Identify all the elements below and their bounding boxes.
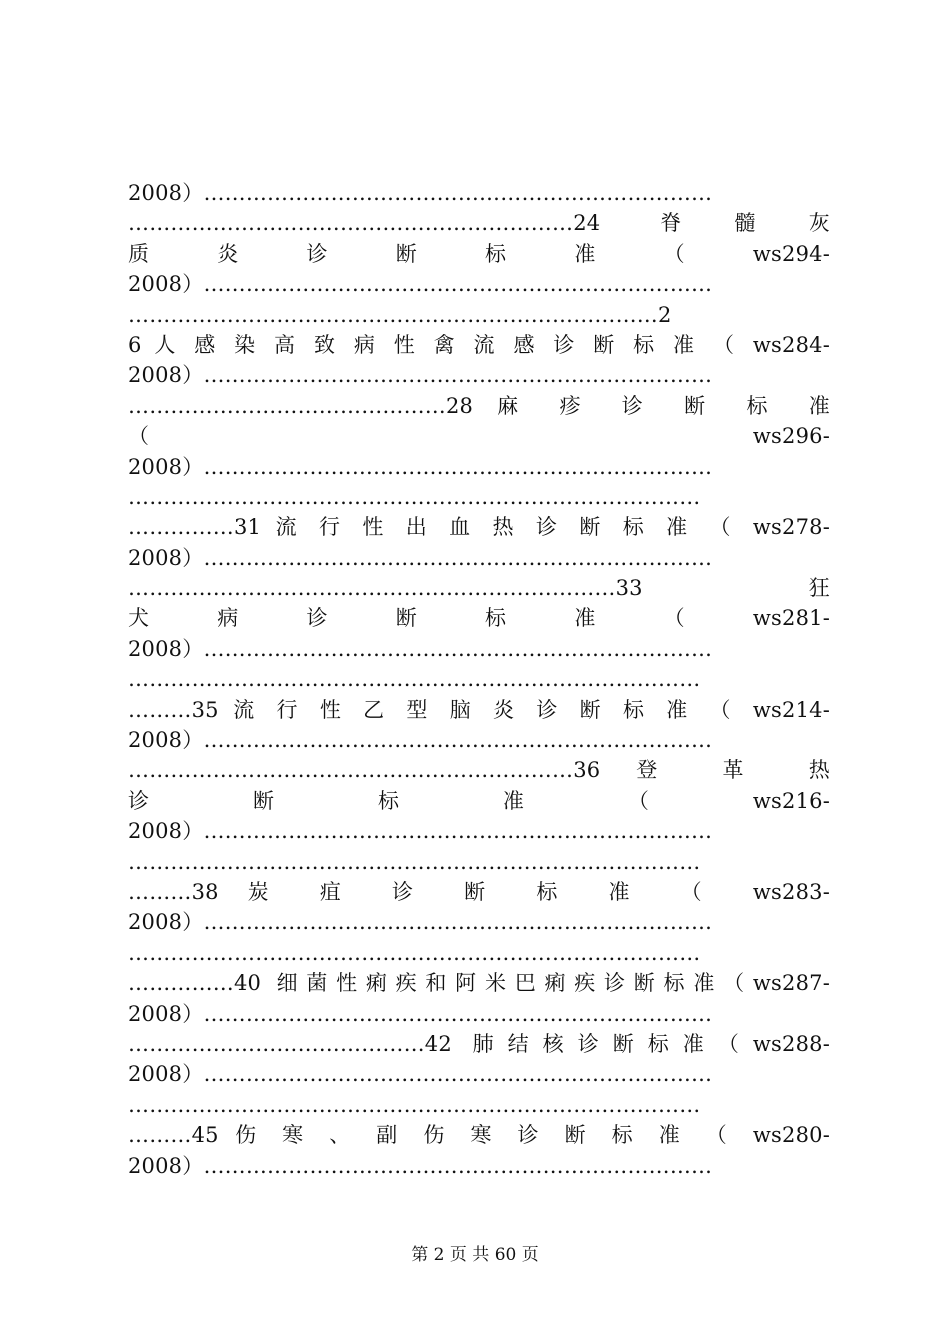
toc-line: 2008）……………………………………………………………… xyxy=(128,636,713,661)
toc-line: ……………………………………………………………33 狂 xyxy=(128,576,830,601)
toc-line: ……………………………………………………………………… xyxy=(128,484,701,509)
toc-line: 6 人 感 染 高 致 病 性 禽 流 感 诊 断 标 准 （ ws284- xyxy=(128,332,830,357)
toc-line: ……………………………………………………………………… xyxy=(128,667,701,692)
toc-line: ……………31 流 行 性 出 血 热 诊 断 标 准 （ ws278- xyxy=(128,515,830,540)
toc-line: ……………40 细菌性痢疾和阿米巴痢疾诊断标准（ws287- xyxy=(128,971,830,996)
toc-line: ……………………………………42 肺结核诊断标准（ws288- xyxy=(128,1031,830,1056)
toc-line: 2008）……………………………………………………………… xyxy=(128,1062,713,1087)
toc-line: 2008）……………………………………………………………… xyxy=(128,545,713,570)
toc-line: 2008）……………………………………………………………… xyxy=(128,910,713,935)
toc-line: 2008）……………………………………………………………… xyxy=(128,819,713,844)
toc-line: ……………………………………………………………………… xyxy=(128,940,701,965)
toc-line: 2008）……………………………………………………………… xyxy=(128,1001,713,1026)
page-footer: 第 2 页 共 60 页 xyxy=(411,1245,539,1265)
toc-line: 2008）……………………………………………………………… xyxy=(128,272,713,297)
toc-text-block xyxy=(128,178,830,1181)
toc-line: （ ws296- xyxy=(128,424,830,449)
toc-line: ………………………………………28 麻 疹 诊 断 标 准 xyxy=(128,393,830,418)
toc-line: 诊 断 标 准 （ ws216- xyxy=(128,788,830,813)
toc-line: ………45 伤 寒 、 副 伤 寒 诊 断 标 准 （ ws280- xyxy=(128,1123,830,1148)
toc-line: ………38 炭 疽 诊 断 标 准 （ ws283- xyxy=(128,879,830,904)
toc-line: 2008）……………………………………………………………… xyxy=(128,181,713,205)
toc-line: ………35 流 行 性 乙 型 脑 炎 诊 断 标 准 （ ws214- xyxy=(128,697,830,722)
toc-line: …………………………………………………………………2 xyxy=(128,302,672,327)
toc-line: ……………………………………………………………………… xyxy=(128,849,701,874)
toc-line: 2008）……………………………………………………………… xyxy=(128,454,713,479)
toc-line: ……………………………………………………………………… xyxy=(128,1092,701,1117)
toc-line: ………………………………………………………24 脊髓灰 xyxy=(128,211,830,236)
toc-line: 质 炎 诊 断 标 准 （ ws294- xyxy=(128,241,830,266)
toc-line: ………………………………………………………36 登 革 热 xyxy=(128,758,830,783)
toc-line: 2008）……………………………………………………………… xyxy=(128,363,713,388)
toc-line: 2008）……………………………………………………………… xyxy=(128,728,713,753)
toc-line: 犬 病 诊 断 标 准 （ ws281- xyxy=(128,606,830,631)
toc-line: 2008）……………………………………………………………… xyxy=(128,1153,713,1178)
